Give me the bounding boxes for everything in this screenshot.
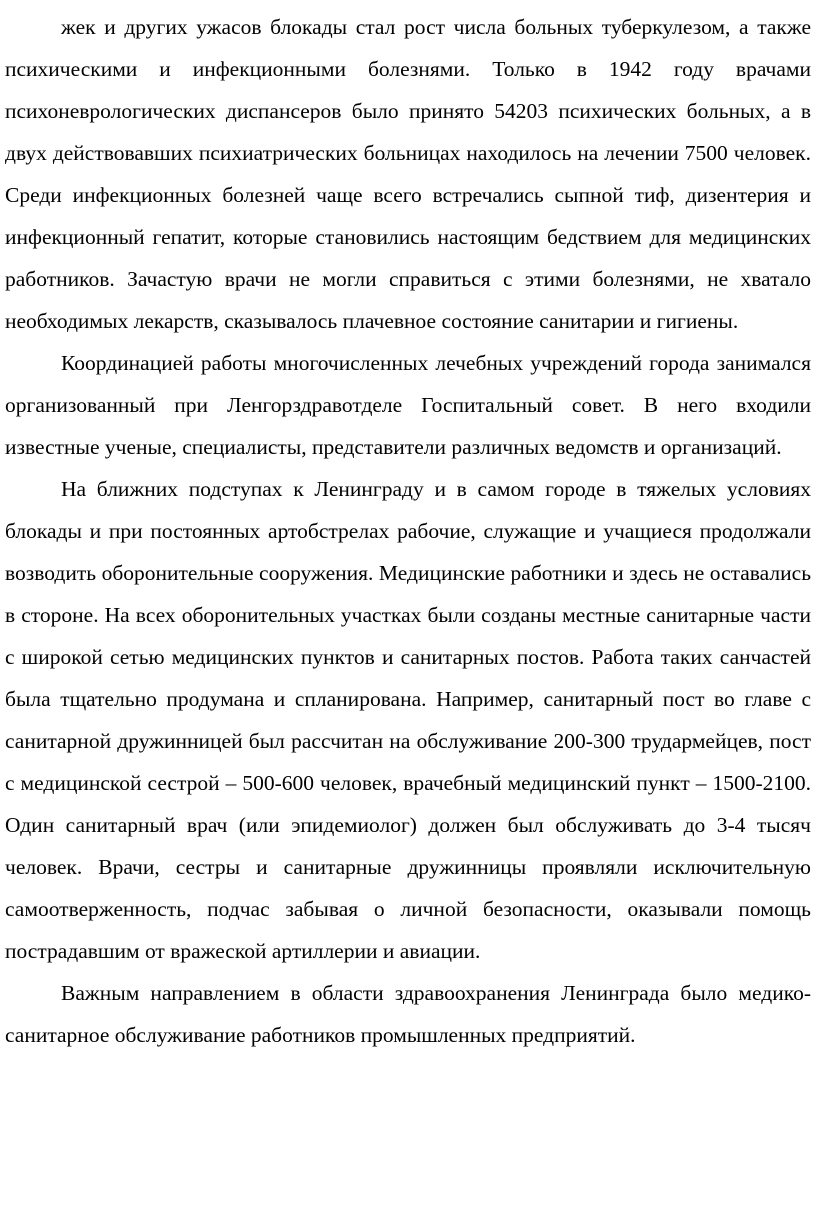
paragraph-1: жек и других ужасов блокады стал рост числа больных туберкулезом, а также психическими и инфекционными болезнями. Только в 1942 году врачами психоневрологических диспансеров было принято 54203 психических больных, а в двух действовавших психиатрических больницах находилось на лечении 7500 человек. Среди инфекционных болезней чаще всего встречались сыпной тиф, дизентерия и инфекционный гепатит, которые становились настоящим бедствием для медицинских работников. Зачастую врачи не могли справиться с этими болезнями, не хватало необходимых лекарств, сказывалось плачевное состояние санитарии и гигиены.	[5, 15, 811, 333]
paragraph-2: Координацией работы многочисленных лечебных учреждений города занимался организованный при Ленгорздравотделе Госпитальный совет. В него входили известные ученые, специалисты, представители различных ведомств и организаций.	[5, 351, 811, 459]
paragraph-3: На ближних подступах к Ленинграду и в самом городе в тяжелых условиях блокады и при постоянных артобстрелах рабочие, служащие и учащиеся продолжали возводить оборонительные сооружения. Медицинские работники и здесь не оставались в стороне. На всех оборонительных участках были созданы местные санитарные части с широкой сетью медицинских пунктов и санитарных постов. Работа таких санчастей была тщательно продумана и спланирована. Например, санитарный пост во главе с санитарной дружинницей был рассчитан на обслуживание 200-300 трудармейцев, пост с медицинской сестрой – 500-600 человек, врачебный медицинский пункт – 1500-2100. Один санитарный врач (или эпидемиолог) должен был обслуживать до 3-4 тысяч человек. Врачи, сестры и санитарные дружинницы проявляли исключительную самоотверженность, подчас забывая о личной безопасности, оказывали помощь пострадавшим от вражеской артиллерии и авиации.	[5, 477, 811, 963]
paragraph-4: Важным направлением в области здравоохранения Ленинграда было медико-санитарное обслуживание работников промышленных предприятий.	[5, 981, 811, 1047]
